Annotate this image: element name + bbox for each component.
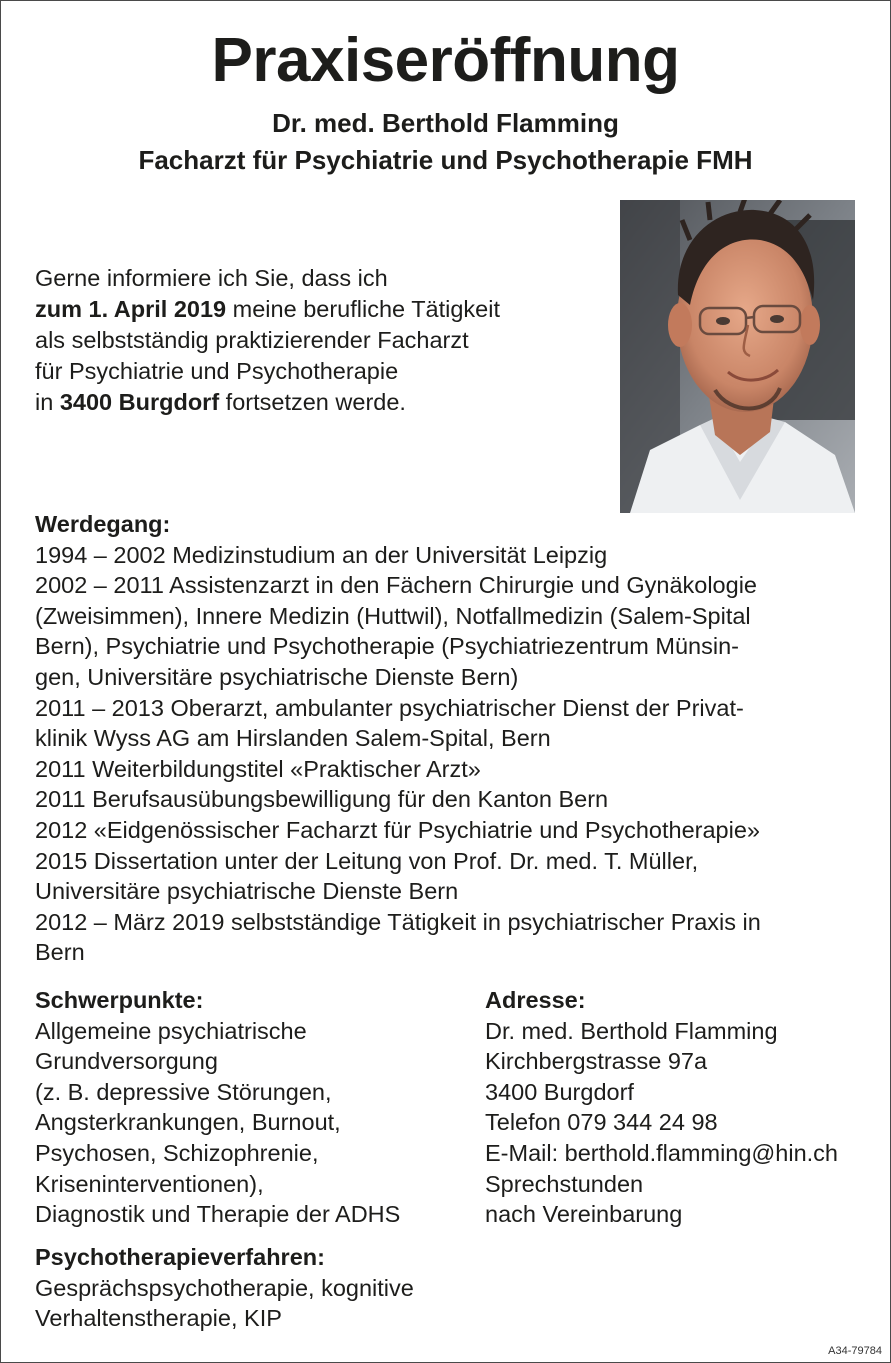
therapy-methods-line: Verhaltenstherapie, KIP	[35, 1305, 282, 1332]
therapy-methods-section	[35, 1242, 485, 1334]
career-section	[35, 509, 865, 968]
career-line: 2012 – März 2019 selbstständige Tätigkeit in psychiatrischer Praxis in	[35, 908, 761, 935]
career-line: (Zweisimmen), Innere Medizin (Huttwil), Notfallmedizin (Salem-Spital	[35, 602, 751, 629]
career-line: 1994 – 2002 Medizinstudium an der Universität Leipzig	[35, 541, 608, 568]
address-email: E-Mail: berthold.flamming@hin.ch	[485, 1139, 838, 1166]
doctor-specialty: Facharzt für Psychiatrie und Psychotherapie FMH	[138, 145, 753, 175]
address-city: 3400 Burgdorf	[485, 1078, 634, 1105]
career-line: Bern	[35, 939, 85, 966]
focus-area-line: Diagnostik und Therapie der ADHS	[35, 1201, 401, 1228]
address-section	[485, 985, 885, 1230]
intro-line-2	[35, 294, 595, 325]
intro-line-4: für Psychiatrie und Psychotherapie	[35, 358, 399, 384]
focus-area-line: Angsterkrankungen, Burnout,	[35, 1109, 341, 1136]
career-line: 2015 Dissertation unter der Leitung von Prof. Dr. med. T. Müller,	[35, 847, 699, 874]
page-title: Praxiseröffnung	[211, 26, 680, 95]
focus-area-line: Allgemeine psychiatrische	[35, 1017, 307, 1044]
intro-paragraph	[35, 263, 595, 418]
address-phone: Telefon 079 344 24 98	[485, 1109, 718, 1136]
focus-area-line: Psychosen, Schizophrenie,	[35, 1139, 319, 1166]
intro-line-5	[35, 387, 595, 418]
career-line: 2011 – 2013 Oberarzt, ambulanter psychiatrischer Dienst der Privat-	[35, 694, 744, 721]
career-line: 2011 Berufsausübungsbewilligung für den Kanton Bern	[35, 786, 609, 813]
focus-areas-section	[35, 985, 465, 1230]
intro-line-3: als selbstständig praktizierender Facharzt	[35, 327, 469, 353]
practice-location: 3400 Burgdorf	[59, 389, 220, 415]
focus-area-line: Kriseninterventionen),	[35, 1170, 264, 1197]
career-line: 2012 «Eidgenössischer Facharzt für Psychiatrie und Psychotherapie»	[35, 816, 760, 843]
career-line: gen, Universitäre psychiatrische Dienste Bern)	[35, 663, 519, 690]
focus-areas-heading: Schwerpunkte:	[35, 987, 204, 1013]
intro-line-1: Gerne informiere ich Sie, dass ich	[35, 265, 388, 291]
career-line: Bern), Psychiatrie und Psychotherapie (Psychiatriezentrum Münsin-	[35, 633, 739, 660]
focus-area-line: Grundversorgung	[35, 1048, 218, 1075]
doctor-name: Dr. med. Berthold Flamming	[272, 108, 619, 138]
career-line: 2011 Weiterbildungstitel «Praktischer Arzt»	[35, 755, 481, 782]
doctor-portrait-photo	[620, 200, 855, 513]
career-line: 2002 – 2011 Assistenzarzt in den Fächern Chirurgie und Gynäkologie	[35, 572, 757, 599]
therapy-methods-line: Gesprächspsychotherapie, kognitive	[35, 1274, 414, 1301]
therapy-methods-heading: Psychotherapieverfahren:	[35, 1244, 325, 1270]
office-hours-label: Sprechstunden	[485, 1170, 644, 1197]
focus-area-line: (z. B. depressive Störungen,	[35, 1078, 332, 1105]
career-heading: Werdegang:	[35, 511, 171, 537]
address-heading: Adresse:	[485, 987, 586, 1013]
opening-date: zum 1. April 2019	[35, 296, 227, 322]
intro-line-5-rest: fortsetzen werde.	[219, 389, 406, 415]
ad-reference-code: A34-79784	[828, 1345, 882, 1357]
address-name: Dr. med. Berthold Flamming	[485, 1017, 778, 1044]
office-hours-value: nach Vereinbarung	[485, 1201, 683, 1228]
intro-line-5-pre: in	[35, 389, 60, 415]
intro-line-2-rest: meine berufliche Tätigkeit	[226, 296, 501, 322]
career-line: Universitäre psychiatrische Dienste Bern	[35, 878, 459, 905]
career-line: klinik Wyss AG am Hirslanden Salem-Spital, Bern	[35, 725, 551, 752]
address-street: Kirchbergstrasse 97a	[485, 1048, 708, 1075]
